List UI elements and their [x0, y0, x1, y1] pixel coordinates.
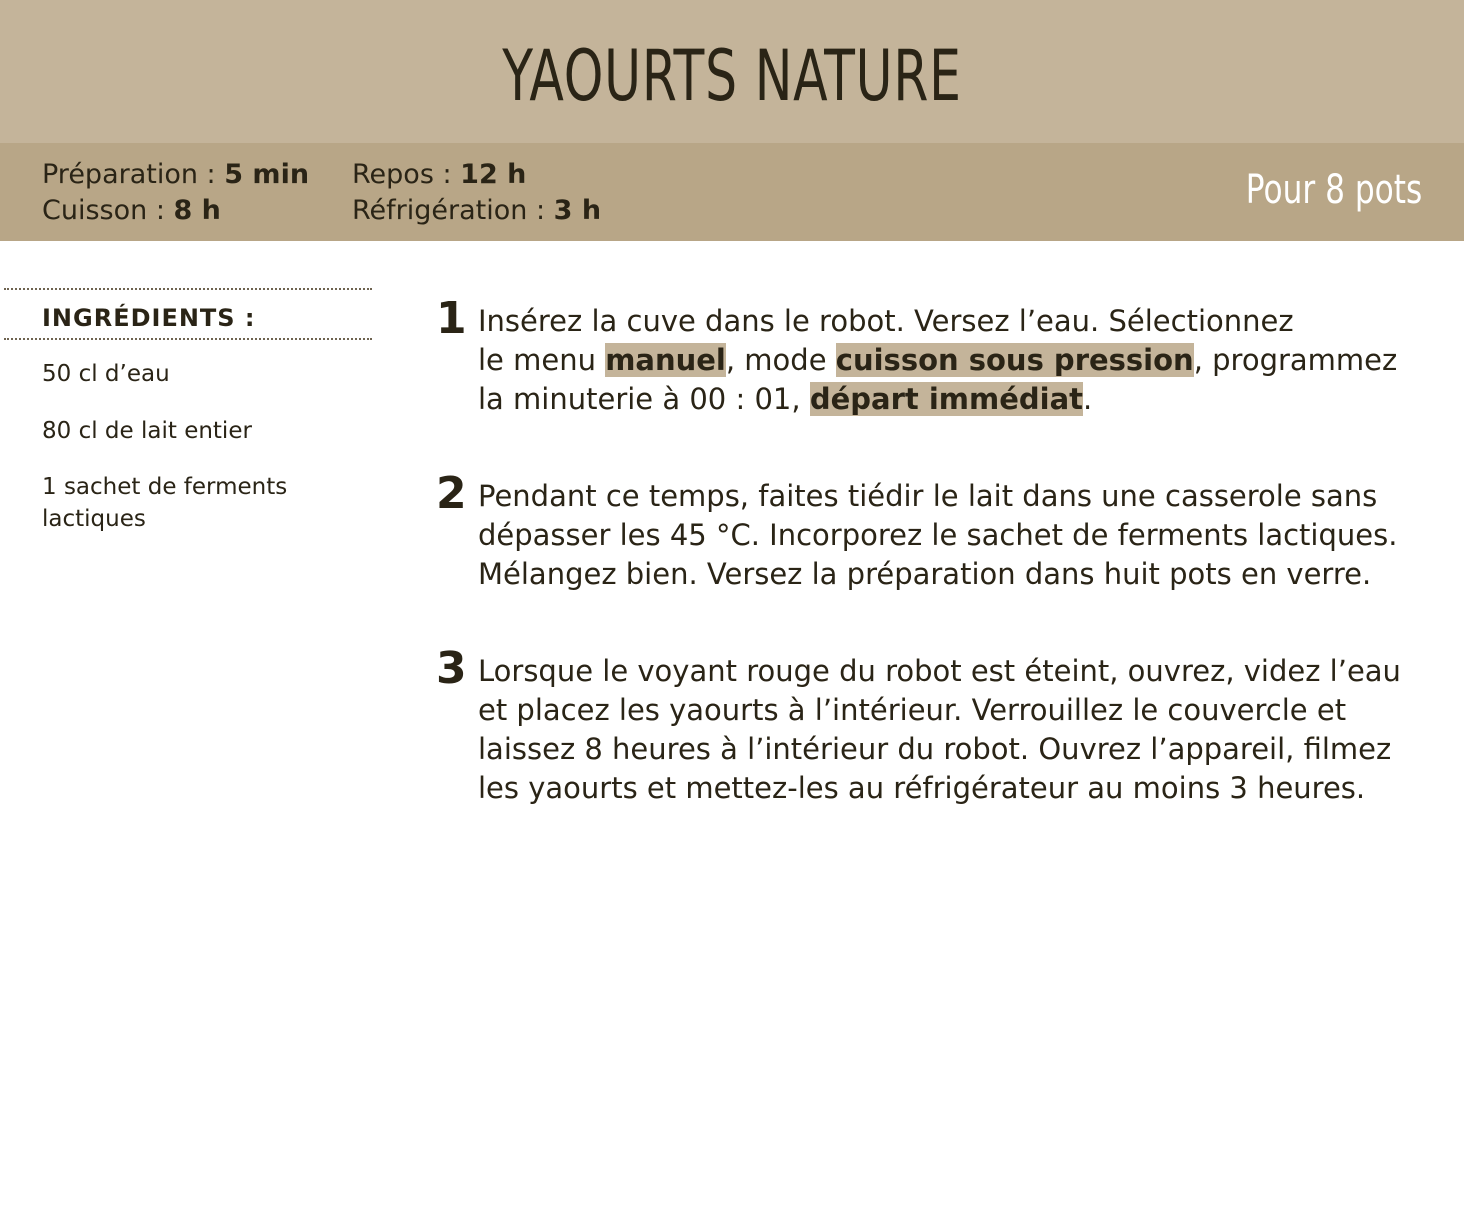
highlight-menu: manuel: [605, 343, 726, 377]
cook-time: [42, 193, 221, 229]
step-line: Mélangez bien. Versez la préparation dans huit pots en verre.: [478, 557, 1372, 591]
step-number: 2: [436, 468, 467, 519]
step-text-run: la minuterie à 00 : 01,: [478, 382, 810, 416]
rest-time-label: Repos :: [352, 159, 461, 190]
step-line: [478, 341, 1397, 380]
servings: Pour 8 pots: [1245, 167, 1422, 213]
ingredients-heading: INGRÉDIENTS :: [42, 304, 256, 332]
cook-time-value: 8 h: [173, 195, 221, 226]
step-line: laissez 8 heures à l’intérieur du robot. Ouvrez l’appareil, filmez: [478, 732, 1392, 766]
step-1-text: [478, 302, 1397, 419]
step-text-run: , programmez: [1193, 343, 1398, 377]
step-number: 1: [436, 293, 467, 344]
ingredient-item: 80 cl de lait entier: [42, 418, 252, 444]
step-line: [478, 380, 1397, 419]
step-line: dépasser les 45 °C. Incorporez le sachet de ferments lactiques.: [478, 518, 1398, 552]
step-2-text: [478, 477, 1397, 594]
step-line: Lorsque le voyant rouge du robot est éteint, ouvrez, videz l’eau: [478, 654, 1401, 688]
step-line: Pendant ce temps, faites tiédir le lait dans une casserole sans: [478, 479, 1378, 513]
step-text-run: .: [1083, 382, 1093, 416]
step-line: les yaourts et mettez-les au réfrigérateur au moins 3 heures.: [478, 771, 1366, 805]
divider-top: [4, 288, 372, 290]
ingredient-item: 50 cl d’eau: [42, 361, 170, 387]
step-line: et placez les yaourts à l’intérieur. Verrouillez le couvercle et: [478, 693, 1347, 727]
rest-time-value: 12 h: [460, 159, 527, 190]
step-text-run: le menu: [478, 343, 606, 377]
fridge-time-label: Réfrigération :: [352, 195, 554, 226]
step-text-run: , mode: [725, 343, 836, 377]
title-banner: [0, 0, 1464, 143]
highlight-start: départ immédiat: [809, 382, 1084, 416]
fridge-time-value: 3 h: [553, 195, 602, 226]
prep-time-label: Préparation :: [42, 159, 225, 190]
divider-bottom: [4, 338, 372, 340]
cook-time-label: Cuisson :: [42, 195, 174, 226]
rest-time: [352, 157, 526, 193]
ingredient-item: 1 sachet de ferments lactiques: [42, 474, 288, 532]
recipe-title: YAOURTS NATURE: [502, 35, 962, 117]
step-number: 3: [436, 643, 467, 694]
fridge-time: [352, 193, 601, 229]
step-line: Insérez la cuve dans le robot. Versez l’eau. Sélectionnez: [478, 304, 1294, 338]
step-3-text: [478, 652, 1401, 808]
prep-time: [42, 157, 309, 193]
prep-time-value: 5 min: [224, 159, 310, 190]
highlight-mode: cuisson sous pression: [835, 343, 1194, 377]
